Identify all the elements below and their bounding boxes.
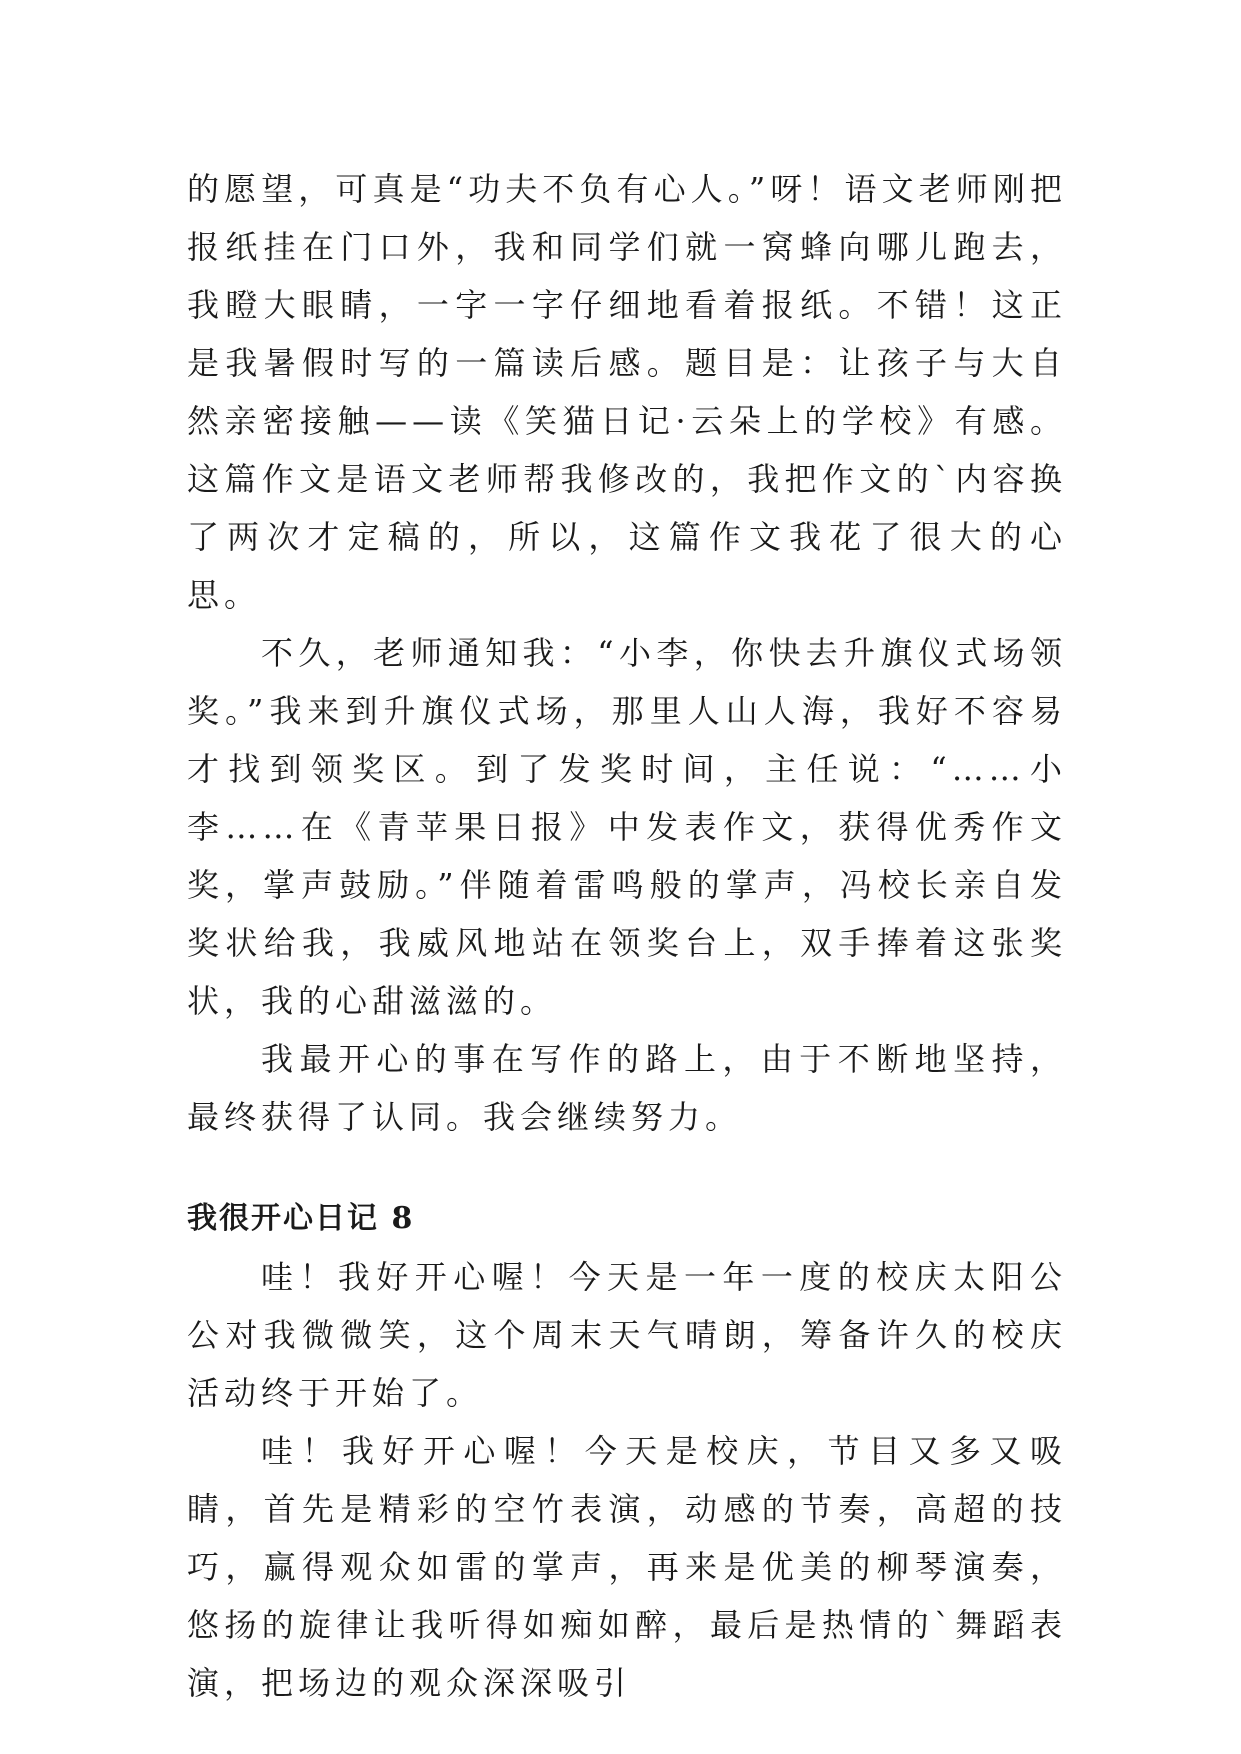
document-body — [187, 160, 1067, 1712]
section-gap — [187, 1146, 1067, 1190]
section-title: 我很开心日记 8 — [187, 1201, 415, 1236]
paragraph-award-notice: 不久，老师通知我：“小李，你快去升旗仪式场领奖。”我来到升旗仪式场，那里人山人海，我好不容易才找到领奖区。到了发奖时间，主任说：“……小李……在《青苹果日报》中发表作文，获得优秀作文奖，掌声鼓励。”伴随着雷鸣般的掌声，冯校长亲自发奖状给我，我威风地站在领奖台上，双手捧着这张奖状，我的心甜滋滋的。 — [187, 634, 1067, 1020]
paragraph-continuation: 的愿望，可真是“功夫不负有心人。”呀！语文老师刚把报纸挂在门口外，我和同学们就一窝蜂向哪儿跑去，我瞪大眼睛，一字一字仔细地看着报纸。不错！这正是我暑假时写的一篇读后感。题目是：让孩子与大自然亲密接触——读《笑猫日记·云朵上的学校》有感。这篇作文是语文老师帮我修改的，我把作文的`内容换了两次才定稿的，所以，这篇作文我花了很大的心思。 — [187, 170, 1067, 614]
paragraph-diary-performances: 哇！我好开心喔！今天是校庆，节目又多又吸睛，首先是精彩的空竹表演，动感的节奏，高超的技巧，赢得观众如雷的掌声，再来是优美的柳琴演奏，悠扬的旋律让我听得如痴如醉，最后是热情的`舞蹈表演，把场边的观众深深吸引 — [187, 1432, 1067, 1702]
paragraph-conclusion: 我最开心的事在写作的路上，由于不断地坚持，最终获得了认同。我会继续努力。 — [187, 1040, 1067, 1136]
paragraph-diary-opening: 哇！我好开心喔！今天是一年一度的校庆太阳公公对我微微笑，这个周末天气晴朗，筹备许久的校庆活动终于开始了。 — [187, 1258, 1067, 1412]
